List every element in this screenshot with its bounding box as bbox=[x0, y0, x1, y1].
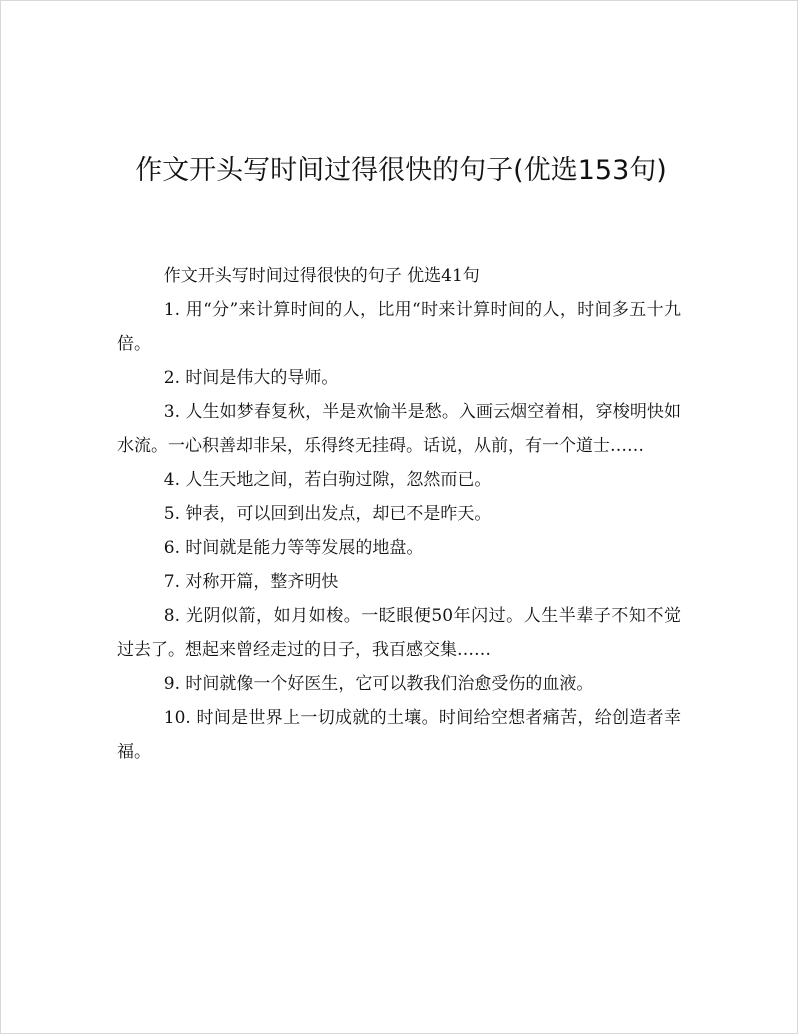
paragraph-5: 5. 钟表，可以回到出发点，却已不是昨天。 bbox=[163, 504, 492, 524]
paragraph-10: 10. 时间是世界上一切成就的土壤。时间给空想者痛苦，给创造者幸福。 bbox=[117, 708, 681, 762]
paragraph-9: 9. 时间就像一个好医生，它可以教我们治愈受伤的血液。 bbox=[163, 674, 594, 694]
paragraph-8: 8. 光阴似箭，如月如梭。一眨眼便50年闪过。人生半辈子不知不觉过去了。想起来曾经走过的日子，我百感交集…… bbox=[117, 606, 681, 660]
document-body bbox=[117, 259, 681, 769]
paragraph-intro: 作文开头写时间过得很快的句子 优选41句 bbox=[163, 266, 480, 286]
paragraph-2: 2. 时间是伟大的导师。 bbox=[163, 368, 339, 388]
paragraph-3: 3. 人生如梦春复秋，半是欢愉半是愁。入画云烟空着相，穿梭明快如水流。一心积善却非呆，乐得终无挂碍。话说，从前，有一个道士…… bbox=[117, 402, 681, 456]
paragraph-4: 4. 人生天地之间，若白驹过隙，忽然而已。 bbox=[163, 470, 492, 490]
paragraph-7: 7. 对称开篇，整齐明快 bbox=[163, 572, 339, 592]
paragraph-6: 6. 时间就是能力等等发展的地盘。 bbox=[163, 538, 424, 558]
paragraph-1: 1. 用“分”来计算时间的人，比用“时来计算时间的人，时间多五十九倍。 bbox=[117, 300, 681, 354]
document-title: 作文开头写时间过得很快的句子(优选153句) bbox=[135, 155, 667, 187]
